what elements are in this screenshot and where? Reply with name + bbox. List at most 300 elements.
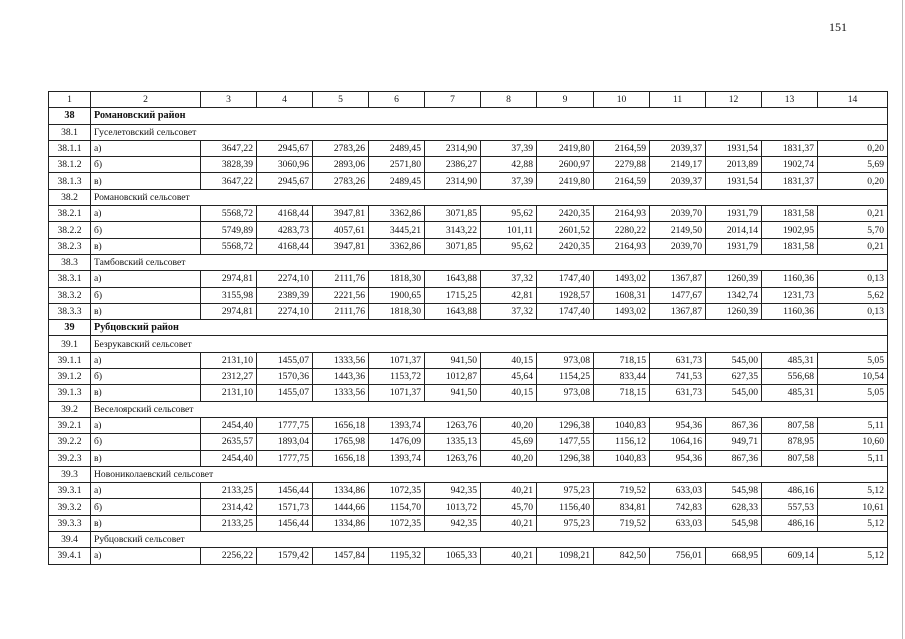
column-header-8: 8 xyxy=(481,92,537,108)
value-cell-col-3: 5568,72 xyxy=(201,238,257,254)
column-header-5: 5 xyxy=(313,92,369,108)
value-cell-col-13: 486,16 xyxy=(762,483,818,499)
value-cell-col-11: 742,83 xyxy=(650,499,706,515)
value-cell-col-6: 3362,86 xyxy=(369,206,425,222)
value-cell-col-3: 2131,10 xyxy=(201,352,257,368)
value-cell-col-3: 2131,10 xyxy=(201,385,257,401)
value-cell-col-7: 1263,76 xyxy=(425,417,481,433)
value-cell-col-3: 2312,27 xyxy=(201,369,257,385)
value-cell-col-9: 1296,38 xyxy=(537,417,594,433)
value-cell-col-9: 973,08 xyxy=(537,385,594,401)
value-cell-col-3: 3647,22 xyxy=(201,173,257,189)
value-cell-col-7: 1065,33 xyxy=(425,548,481,564)
row-variant: б) xyxy=(91,222,201,238)
value-cell-col-4: 2274,10 xyxy=(257,303,313,319)
value-cell-col-8: 95,62 xyxy=(481,238,537,254)
value-cell-col-8: 45,69 xyxy=(481,434,537,450)
row-code: 38.3.1 xyxy=(49,271,91,287)
row-variant: а) xyxy=(91,352,201,368)
value-cell-col-12: 628,33 xyxy=(706,499,762,515)
table-row xyxy=(49,515,888,531)
value-cell-col-12: 867,36 xyxy=(706,450,762,466)
value-cell-col-10: 2279,88 xyxy=(594,157,650,173)
value-cell-col-4: 1571,73 xyxy=(257,499,313,515)
row-code: 38.1.2 xyxy=(49,157,91,173)
section-row xyxy=(49,401,888,417)
value-cell-col-8: 37,32 xyxy=(481,303,537,319)
value-cell-col-7: 942,35 xyxy=(425,483,481,499)
value-cell-col-14: 5,70 xyxy=(818,222,888,238)
value-cell-col-4: 1570,36 xyxy=(257,369,313,385)
row-variant: б) xyxy=(91,287,201,303)
value-cell-col-6: 1071,37 xyxy=(369,385,425,401)
row-code: 39.1.1 xyxy=(49,352,91,368)
value-cell-col-14: 5,05 xyxy=(818,352,888,368)
value-cell-col-8: 101,11 xyxy=(481,222,537,238)
value-cell-col-14: 0,20 xyxy=(818,140,888,156)
value-cell-col-5: 1656,18 xyxy=(313,450,369,466)
value-cell-col-12: 2013,89 xyxy=(706,157,762,173)
value-cell-col-6: 1393,74 xyxy=(369,450,425,466)
value-cell-col-6: 1195,32 xyxy=(369,548,425,564)
value-cell-col-9: 973,08 xyxy=(537,352,594,368)
value-cell-col-14: 5,69 xyxy=(818,157,888,173)
value-cell-col-11: 1367,87 xyxy=(650,271,706,287)
value-cell-col-10: 719,52 xyxy=(594,515,650,531)
value-cell-col-4: 3060,96 xyxy=(257,157,313,173)
page-number: 151 xyxy=(829,20,847,34)
value-cell-col-13: 1902,95 xyxy=(762,222,818,238)
column-header-2: 2 xyxy=(91,92,201,108)
section-code: 39.3 xyxy=(49,466,91,482)
value-cell-col-5: 1334,86 xyxy=(313,515,369,531)
value-cell-col-10: 2164,93 xyxy=(594,238,650,254)
value-cell-col-10: 1493,02 xyxy=(594,303,650,319)
value-cell-col-12: 2014,14 xyxy=(706,222,762,238)
value-cell-col-14: 10,54 xyxy=(818,369,888,385)
value-cell-col-5: 1457,84 xyxy=(313,548,369,564)
value-cell-col-4: 4283,73 xyxy=(257,222,313,238)
value-cell-col-5: 3947,81 xyxy=(313,238,369,254)
value-cell-col-7: 1715,25 xyxy=(425,287,481,303)
value-cell-col-9: 2419,80 xyxy=(537,173,594,189)
section-title: Рубцовский район xyxy=(91,320,888,336)
column-header-12: 12 xyxy=(706,92,762,108)
row-variant: б) xyxy=(91,369,201,385)
row-code: 39.4.1 xyxy=(49,548,91,564)
table-row xyxy=(49,271,888,287)
value-cell-col-9: 2419,80 xyxy=(537,140,594,156)
value-cell-col-13: 485,31 xyxy=(762,385,818,401)
value-cell-col-7: 942,35 xyxy=(425,515,481,531)
value-cell-col-8: 37,32 xyxy=(481,271,537,287)
value-cell-col-11: 756,01 xyxy=(650,548,706,564)
value-cell-col-12: 545,00 xyxy=(706,385,762,401)
row-variant: в) xyxy=(91,385,201,401)
column-header-13: 13 xyxy=(762,92,818,108)
value-cell-col-5: 2893,06 xyxy=(313,157,369,173)
value-cell-col-8: 45,70 xyxy=(481,499,537,515)
value-cell-col-12: 1931,79 xyxy=(706,206,762,222)
value-cell-col-6: 1818,30 xyxy=(369,271,425,287)
row-code: 39.2.2 xyxy=(49,434,91,450)
value-cell-col-9: 2420,35 xyxy=(537,238,594,254)
row-code: 39.3.1 xyxy=(49,483,91,499)
table-row xyxy=(49,303,888,319)
value-cell-col-13: 807,58 xyxy=(762,417,818,433)
value-cell-col-7: 941,50 xyxy=(425,352,481,368)
row-variant: в) xyxy=(91,303,201,319)
value-cell-col-8: 40,20 xyxy=(481,417,537,433)
tariff-table xyxy=(48,91,888,565)
value-cell-col-6: 1154,70 xyxy=(369,499,425,515)
row-variant: а) xyxy=(91,483,201,499)
value-cell-col-12: 627,35 xyxy=(706,369,762,385)
value-cell-col-14: 0,21 xyxy=(818,206,888,222)
value-cell-col-4: 4168,44 xyxy=(257,206,313,222)
value-cell-col-14: 10,60 xyxy=(818,434,888,450)
column-header-7: 7 xyxy=(425,92,481,108)
table-row xyxy=(49,385,888,401)
value-cell-col-13: 557,53 xyxy=(762,499,818,515)
row-variant: б) xyxy=(91,157,201,173)
value-cell-col-5: 1444,66 xyxy=(313,499,369,515)
value-cell-col-7: 2386,27 xyxy=(425,157,481,173)
section-title: Тамбовский сельсовет xyxy=(91,254,888,270)
value-cell-col-7: 3071,85 xyxy=(425,238,481,254)
value-cell-col-12: 1260,39 xyxy=(706,303,762,319)
value-cell-col-11: 631,73 xyxy=(650,385,706,401)
value-cell-col-3: 3155,98 xyxy=(201,287,257,303)
value-cell-col-13: 878,95 xyxy=(762,434,818,450)
value-cell-col-13: 1831,37 xyxy=(762,140,818,156)
value-cell-col-8: 40,20 xyxy=(481,450,537,466)
value-cell-col-7: 1012,87 xyxy=(425,369,481,385)
column-header-6: 6 xyxy=(369,92,425,108)
value-cell-col-12: 545,00 xyxy=(706,352,762,368)
column-header-10: 10 xyxy=(594,92,650,108)
value-cell-col-8: 40,21 xyxy=(481,548,537,564)
row-variant: а) xyxy=(91,417,201,433)
section-title: Веселоярский сельсовет xyxy=(91,401,888,417)
value-cell-col-9: 975,23 xyxy=(537,483,594,499)
value-cell-col-11: 2039,37 xyxy=(650,173,706,189)
value-cell-col-9: 1477,55 xyxy=(537,434,594,450)
value-cell-col-4: 2945,67 xyxy=(257,140,313,156)
value-cell-col-5: 2111,76 xyxy=(313,303,369,319)
value-cell-col-10: 842,50 xyxy=(594,548,650,564)
section-row xyxy=(49,466,888,482)
value-cell-col-5: 2783,26 xyxy=(313,140,369,156)
value-cell-col-5: 1333,56 xyxy=(313,385,369,401)
value-cell-col-6: 1072,35 xyxy=(369,515,425,531)
value-cell-col-5: 1656,18 xyxy=(313,417,369,433)
value-cell-col-5: 1765,98 xyxy=(313,434,369,450)
value-cell-col-11: 2149,17 xyxy=(650,157,706,173)
value-cell-col-12: 1342,74 xyxy=(706,287,762,303)
value-cell-col-14: 5,12 xyxy=(818,548,888,564)
value-cell-col-9: 1296,38 xyxy=(537,450,594,466)
page-edge-line xyxy=(902,0,903,639)
value-cell-col-14: 5,62 xyxy=(818,287,888,303)
value-cell-col-11: 954,36 xyxy=(650,417,706,433)
table-row xyxy=(49,417,888,433)
row-code: 39.2.3 xyxy=(49,450,91,466)
value-cell-col-10: 1608,31 xyxy=(594,287,650,303)
value-cell-col-7: 1263,76 xyxy=(425,450,481,466)
table-row xyxy=(49,157,888,173)
section-row xyxy=(49,124,888,140)
section-row xyxy=(49,336,888,352)
row-code: 38.2.2 xyxy=(49,222,91,238)
row-code: 38.3.2 xyxy=(49,287,91,303)
value-cell-col-6: 1072,35 xyxy=(369,483,425,499)
value-cell-col-14: 0,13 xyxy=(818,303,888,319)
value-cell-col-4: 2945,67 xyxy=(257,173,313,189)
value-cell-col-13: 1831,58 xyxy=(762,206,818,222)
column-header-14: 14 xyxy=(818,92,888,108)
value-cell-col-6: 1153,72 xyxy=(369,369,425,385)
value-cell-col-8: 40,21 xyxy=(481,515,537,531)
row-code: 39.1.3 xyxy=(49,385,91,401)
value-cell-col-14: 5,11 xyxy=(818,450,888,466)
section-code: 39.1 xyxy=(49,336,91,352)
value-cell-col-4: 1777,75 xyxy=(257,417,313,433)
value-cell-col-6: 1900,65 xyxy=(369,287,425,303)
section-row xyxy=(49,254,888,270)
value-cell-col-3: 2454,40 xyxy=(201,417,257,433)
value-cell-col-10: 834,81 xyxy=(594,499,650,515)
value-cell-col-11: 1477,67 xyxy=(650,287,706,303)
value-cell-col-11: 633,03 xyxy=(650,515,706,531)
section-code: 38.1 xyxy=(49,124,91,140)
value-cell-col-12: 1931,54 xyxy=(706,173,762,189)
value-cell-col-7: 1335,13 xyxy=(425,434,481,450)
value-cell-col-4: 2274,10 xyxy=(257,271,313,287)
value-cell-col-7: 1013,72 xyxy=(425,499,481,515)
value-cell-col-9: 1156,40 xyxy=(537,499,594,515)
table-row xyxy=(49,206,888,222)
value-cell-col-3: 2635,57 xyxy=(201,434,257,450)
section-code: 39 xyxy=(49,320,91,336)
value-cell-col-12: 545,98 xyxy=(706,515,762,531)
table-row xyxy=(49,140,888,156)
value-cell-col-5: 2221,56 xyxy=(313,287,369,303)
value-cell-col-14: 5,11 xyxy=(818,417,888,433)
value-cell-col-12: 949,71 xyxy=(706,434,762,450)
section-title: Романовский район xyxy=(91,108,888,124)
section-title: Романовский сельсовет xyxy=(91,189,888,205)
value-cell-col-6: 2489,45 xyxy=(369,173,425,189)
section-code: 38.3 xyxy=(49,254,91,270)
value-cell-col-9: 1747,40 xyxy=(537,271,594,287)
row-code: 39.3.3 xyxy=(49,515,91,531)
value-cell-col-6: 3445,21 xyxy=(369,222,425,238)
value-cell-col-5: 1334,86 xyxy=(313,483,369,499)
value-cell-col-3: 2133,25 xyxy=(201,483,257,499)
value-cell-col-8: 45,64 xyxy=(481,369,537,385)
row-variant: а) xyxy=(91,140,201,156)
row-code: 38.2.1 xyxy=(49,206,91,222)
value-cell-col-14: 10,61 xyxy=(818,499,888,515)
value-cell-col-9: 975,23 xyxy=(537,515,594,531)
value-cell-col-11: 954,36 xyxy=(650,450,706,466)
row-code: 38.1.3 xyxy=(49,173,91,189)
table-row xyxy=(49,483,888,499)
value-cell-col-6: 2571,80 xyxy=(369,157,425,173)
section-code: 39.2 xyxy=(49,401,91,417)
value-cell-col-6: 1476,09 xyxy=(369,434,425,450)
value-cell-col-10: 2164,59 xyxy=(594,140,650,156)
section-title: Гуселетовский сельсовет xyxy=(91,124,888,140)
value-cell-col-3: 2974,81 xyxy=(201,271,257,287)
value-cell-col-13: 807,58 xyxy=(762,450,818,466)
value-cell-col-3: 2454,40 xyxy=(201,450,257,466)
value-cell-col-3: 3828,39 xyxy=(201,157,257,173)
section-code: 38.2 xyxy=(49,189,91,205)
table-row xyxy=(49,238,888,254)
value-cell-col-3: 2974,81 xyxy=(201,303,257,319)
value-cell-col-8: 40,15 xyxy=(481,385,537,401)
column-header-11: 11 xyxy=(650,92,706,108)
value-cell-col-13: 1831,58 xyxy=(762,238,818,254)
column-header-1: 1 xyxy=(49,92,91,108)
value-cell-col-11: 1367,87 xyxy=(650,303,706,319)
value-cell-col-11: 741,53 xyxy=(650,369,706,385)
value-cell-col-3: 3647,22 xyxy=(201,140,257,156)
value-cell-col-13: 1831,37 xyxy=(762,173,818,189)
value-cell-col-13: 556,68 xyxy=(762,369,818,385)
column-header-9: 9 xyxy=(537,92,594,108)
value-cell-col-3: 2314,42 xyxy=(201,499,257,515)
value-cell-col-13: 485,31 xyxy=(762,352,818,368)
value-cell-col-10: 719,52 xyxy=(594,483,650,499)
value-cell-col-10: 1493,02 xyxy=(594,271,650,287)
value-cell-col-8: 37,39 xyxy=(481,140,537,156)
value-cell-col-13: 1160,36 xyxy=(762,303,818,319)
value-cell-col-14: 0,13 xyxy=(818,271,888,287)
value-cell-col-5: 2111,76 xyxy=(313,271,369,287)
value-cell-col-7: 941,50 xyxy=(425,385,481,401)
value-cell-col-3: 5749,89 xyxy=(201,222,257,238)
section-code: 39.4 xyxy=(49,532,91,548)
row-variant: в) xyxy=(91,450,201,466)
table-body xyxy=(49,92,888,565)
table-row xyxy=(49,352,888,368)
value-cell-col-11: 2039,70 xyxy=(650,206,706,222)
section-title: Безрукавский сельсовет xyxy=(91,336,888,352)
value-cell-col-13: 609,14 xyxy=(762,548,818,564)
column-header-3: 3 xyxy=(201,92,257,108)
value-cell-col-5: 1443,36 xyxy=(313,369,369,385)
table-row xyxy=(49,450,888,466)
value-cell-col-7: 1643,88 xyxy=(425,271,481,287)
value-cell-col-10: 1040,83 xyxy=(594,450,650,466)
value-cell-col-13: 486,16 xyxy=(762,515,818,531)
row-code: 39.3.2 xyxy=(49,499,91,515)
table-row xyxy=(49,173,888,189)
value-cell-col-10: 2280,22 xyxy=(594,222,650,238)
row-variant: б) xyxy=(91,499,201,515)
value-cell-col-3: 2133,25 xyxy=(201,515,257,531)
value-cell-col-13: 1902,74 xyxy=(762,157,818,173)
value-cell-col-14: 0,21 xyxy=(818,238,888,254)
value-cell-col-11: 633,03 xyxy=(650,483,706,499)
value-cell-col-9: 2420,35 xyxy=(537,206,594,222)
row-variant: а) xyxy=(91,548,201,564)
value-cell-col-4: 1455,07 xyxy=(257,385,313,401)
row-variant: б) xyxy=(91,434,201,450)
value-cell-col-6: 1818,30 xyxy=(369,303,425,319)
section-title: Рубцовский сельсовет xyxy=(91,532,888,548)
value-cell-col-12: 867,36 xyxy=(706,417,762,433)
value-cell-col-8: 40,21 xyxy=(481,483,537,499)
value-cell-col-8: 42,81 xyxy=(481,287,537,303)
value-cell-col-4: 2389,39 xyxy=(257,287,313,303)
row-code: 39.1.2 xyxy=(49,369,91,385)
table-row xyxy=(49,222,888,238)
table-row xyxy=(49,548,888,564)
value-cell-col-4: 1456,44 xyxy=(257,483,313,499)
value-cell-col-6: 3362,86 xyxy=(369,238,425,254)
value-cell-col-7: 3143,22 xyxy=(425,222,481,238)
value-cell-col-13: 1160,36 xyxy=(762,271,818,287)
value-cell-col-11: 1064,16 xyxy=(650,434,706,450)
table-row xyxy=(49,499,888,515)
row-code: 38.2.3 xyxy=(49,238,91,254)
value-cell-col-11: 2039,37 xyxy=(650,140,706,156)
value-cell-col-6: 1393,74 xyxy=(369,417,425,433)
value-cell-col-12: 1931,54 xyxy=(706,140,762,156)
value-cell-col-10: 833,44 xyxy=(594,369,650,385)
value-cell-col-12: 1931,79 xyxy=(706,238,762,254)
value-cell-col-7: 2314,90 xyxy=(425,140,481,156)
value-cell-col-5: 3947,81 xyxy=(313,206,369,222)
value-cell-col-14: 0,20 xyxy=(818,173,888,189)
value-cell-col-10: 1156,12 xyxy=(594,434,650,450)
value-cell-col-4: 4168,44 xyxy=(257,238,313,254)
table-row xyxy=(49,369,888,385)
value-cell-col-9: 1747,40 xyxy=(537,303,594,319)
value-cell-col-8: 37,39 xyxy=(481,173,537,189)
value-cell-col-6: 2489,45 xyxy=(369,140,425,156)
value-cell-col-8: 40,15 xyxy=(481,352,537,368)
value-cell-col-3: 2256,22 xyxy=(201,548,257,564)
table-row xyxy=(49,287,888,303)
header-row xyxy=(49,92,888,108)
value-cell-col-7: 1643,88 xyxy=(425,303,481,319)
value-cell-col-12: 1260,39 xyxy=(706,271,762,287)
value-cell-col-6: 1071,37 xyxy=(369,352,425,368)
value-cell-col-9: 2600,97 xyxy=(537,157,594,173)
value-cell-col-12: 668,95 xyxy=(706,548,762,564)
section-row xyxy=(49,108,888,124)
value-cell-col-8: 42,88 xyxy=(481,157,537,173)
value-cell-col-9: 1098,21 xyxy=(537,548,594,564)
row-variant: в) xyxy=(91,515,201,531)
section-row xyxy=(49,532,888,548)
value-cell-col-4: 1456,44 xyxy=(257,515,313,531)
value-cell-col-11: 2039,70 xyxy=(650,238,706,254)
value-cell-col-9: 1154,25 xyxy=(537,369,594,385)
value-cell-col-10: 718,15 xyxy=(594,385,650,401)
value-cell-col-8: 95,62 xyxy=(481,206,537,222)
value-cell-col-10: 1040,83 xyxy=(594,417,650,433)
row-code: 39.2.1 xyxy=(49,417,91,433)
value-cell-col-14: 5,12 xyxy=(818,483,888,499)
value-cell-col-5: 2783,26 xyxy=(313,173,369,189)
value-cell-col-7: 3071,85 xyxy=(425,206,481,222)
